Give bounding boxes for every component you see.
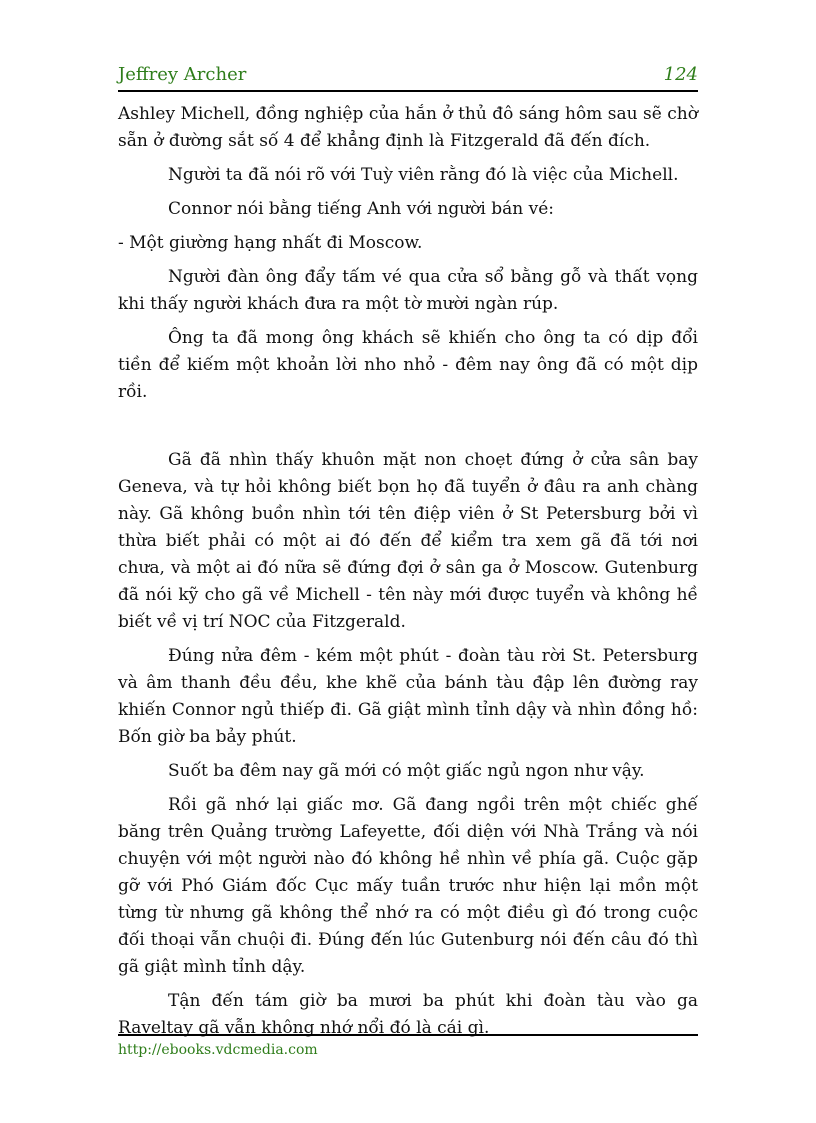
dialogue-line: - Một giường hạng nhất đi Moscow. bbox=[118, 233, 423, 253]
page-body bbox=[118, 101, 698, 1049]
paragraph: Connor nói bằng tiếng Anh với người bán vé: bbox=[168, 199, 555, 219]
paragraph: Ông ta đã mong ông khách sẽ khiến cho ông ta có dịp đổi tiền để kiếm một khoản lời nho nhỏ - đêm nay ông đã có một dịp rồi. bbox=[118, 328, 698, 402]
footer-divider bbox=[118, 1034, 698, 1036]
footer-url[interactable]: http://ebooks.vdcmedia.com bbox=[118, 1042, 318, 1058]
page-header bbox=[118, 60, 698, 92]
page-number: 124 bbox=[663, 64, 698, 85]
paragraph: Gã đã nhìn thấy khuôn mặt non choẹt đứng ở cửa sân bay Geneva, và tự hỏi không biết bọn họ đã tuyển ở đâu ra anh chàng này. Gã không buồn nhìn tới tên điệp viên ở St Petersburg bởi vì thừa biết phải có một ai đó đến để kiểm tra xem gã đã tới nơi chưa, và một ai đó nữa sẽ đứng đợi ở sân ga ở Moscow. Gutenburg đã nói kỹ cho gã về Michell - tên này mới được tuyển và không hề biết về vị trí NOC của Fitzgerald. bbox=[118, 450, 698, 632]
paragraph: Người đàn ông đẩy tấm vé qua cửa sổ bằng gỗ và thất vọng khi thấy người khách đưa ra một tờ mười ngàn rúp. bbox=[118, 267, 698, 314]
paragraph: Đúng nửa đêm - kém một phút - đoàn tàu rời St. Petersburg và âm thanh đều đều, khe khẽ của bánh tàu đập lên đường ray khiến Connor ngủ thiếp đi. Gã giật mình tỉnh dậy và nhìn đồng hồ: Bốn giờ ba bảy phút. bbox=[118, 646, 698, 747]
paragraph: Rồi gã nhớ lại giấc mơ. Gã đang ngồi trên một chiếc ghế băng trên Quảng trường Lafeyette, đối diện với Nhà Trắng và nói chuyện với một người nào đó không hề nhìn về phía gã. Cuộc gặp gỡ với Phó Giám đốc Cục mấy tuần trước như hiện lại mồn một từng từ nhưng gã không thể nhớ ra có một điều gì đó trong cuộc đối thoại vẫn chuội đi. Đúng đến lúc Gutenburg nói đến câu đó thì gã giật mình tỉnh dậy. bbox=[118, 795, 698, 977]
running-header-author: Jeffrey Archer bbox=[118, 64, 247, 85]
paragraph: Tận đến tám giờ ba mươi ba phút khi đoàn tàu vào ga Raveltay gã vẫn không nhớ nổi đó là cái gì. bbox=[118, 991, 698, 1038]
paragraph: Người ta đã nói rõ với Tuỳ viên rằng đó là việc của Michell. bbox=[168, 165, 679, 185]
paragraph: Ashley Michell, đồng nghiệp của hắn ở thủ đô sáng hôm sau sẽ chờ sẵn ở đường sắt số 4 để khẳng định là Fitzgerald đã đến đích. bbox=[118, 104, 698, 151]
paragraph: Suốt ba đêm nay gã mới có một giấc ngủ ngon như vậy. bbox=[168, 761, 645, 781]
